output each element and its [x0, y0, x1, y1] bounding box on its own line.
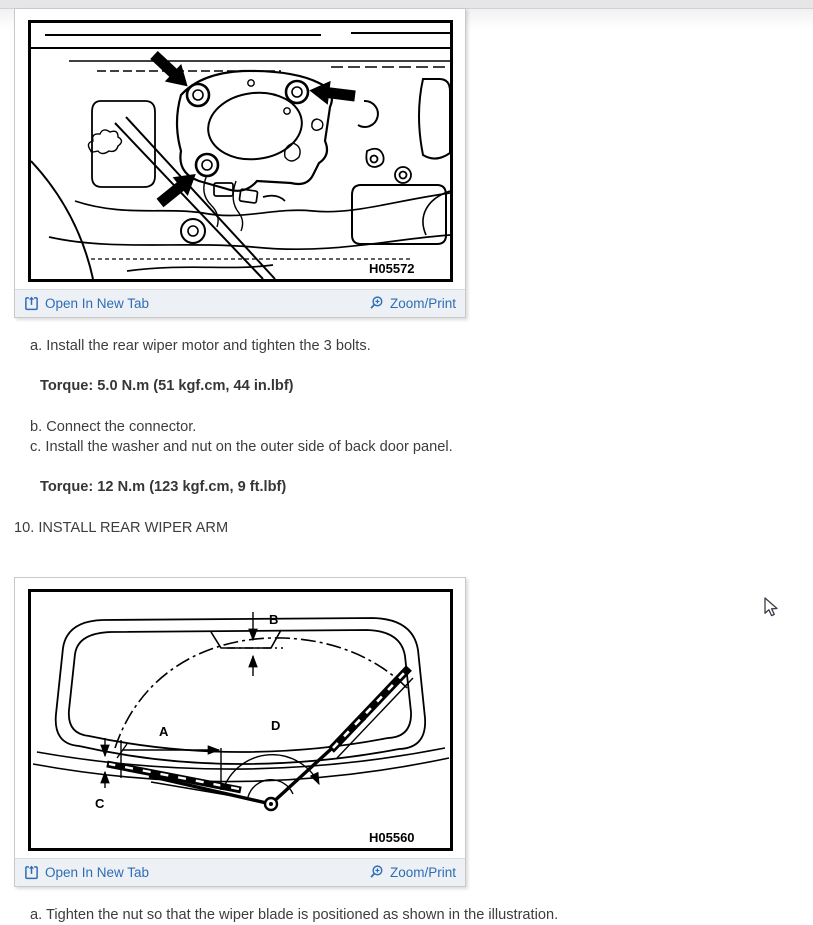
- zoom-print-link[interactable]: [369, 865, 456, 880]
- figure-panel-wiper-arm: [14, 577, 466, 887]
- wiper-arm-diagram: [28, 589, 453, 851]
- zoom-print-label: Zoom/Print: [389, 865, 456, 880]
- open-in-new-tab-icon: [24, 296, 39, 311]
- figure-image-area[interactable]: [15, 9, 465, 289]
- open-in-new-tab-link[interactable]: [24, 865, 149, 880]
- figure-code-h05560: H05560: [369, 830, 415, 845]
- dim-label-b: B: [269, 612, 279, 627]
- figure-image-area[interactable]: [15, 578, 465, 858]
- figure-panel-wiper-motor: [14, 8, 466, 318]
- partial-next-step-text: a. Tighten the nut so that the wiper blade is positioned as shown in the illustration.: [30, 907, 559, 923]
- figure-code-h05572: H05572: [369, 261, 415, 276]
- mouse-cursor: [764, 597, 781, 624]
- figure-toolbar: [15, 858, 465, 886]
- wiper-motor-diagram: [28, 20, 453, 282]
- step-10-heading: 10. INSTALL REAR WIPER ARM: [14, 520, 229, 536]
- figure-toolbar: [15, 289, 465, 317]
- open-in-new-tab-label: Open In New Tab: [45, 865, 150, 880]
- zoom-print-icon: [369, 865, 384, 880]
- torque-spec-1: Torque: 5.0 N.m (51 kgf.cm, 44 in.lbf): [40, 378, 294, 394]
- open-in-new-tab-icon: [24, 865, 39, 880]
- zoom-print-icon: [369, 296, 384, 311]
- dim-label-d: D: [271, 718, 281, 733]
- zoom-print-link[interactable]: [369, 296, 456, 311]
- step-a-text: a. Install the rear wiper motor and tighten the 3 bolts.: [30, 338, 371, 354]
- open-in-new-tab-link[interactable]: [24, 296, 149, 311]
- torque-spec-2: Torque: 12 N.m (123 kgf.cm, 9 ft.lbf): [40, 479, 287, 495]
- step-b-text: b. Connect the connector.: [30, 419, 197, 435]
- open-in-new-tab-label: Open In New Tab: [45, 296, 150, 311]
- zoom-print-label: Zoom/Print: [389, 296, 456, 311]
- step-c-text: c. Install the washer and nut on the outer side of back door panel.: [30, 439, 453, 455]
- dim-label-c: C: [95, 796, 105, 811]
- dim-label-a: A: [159, 724, 169, 739]
